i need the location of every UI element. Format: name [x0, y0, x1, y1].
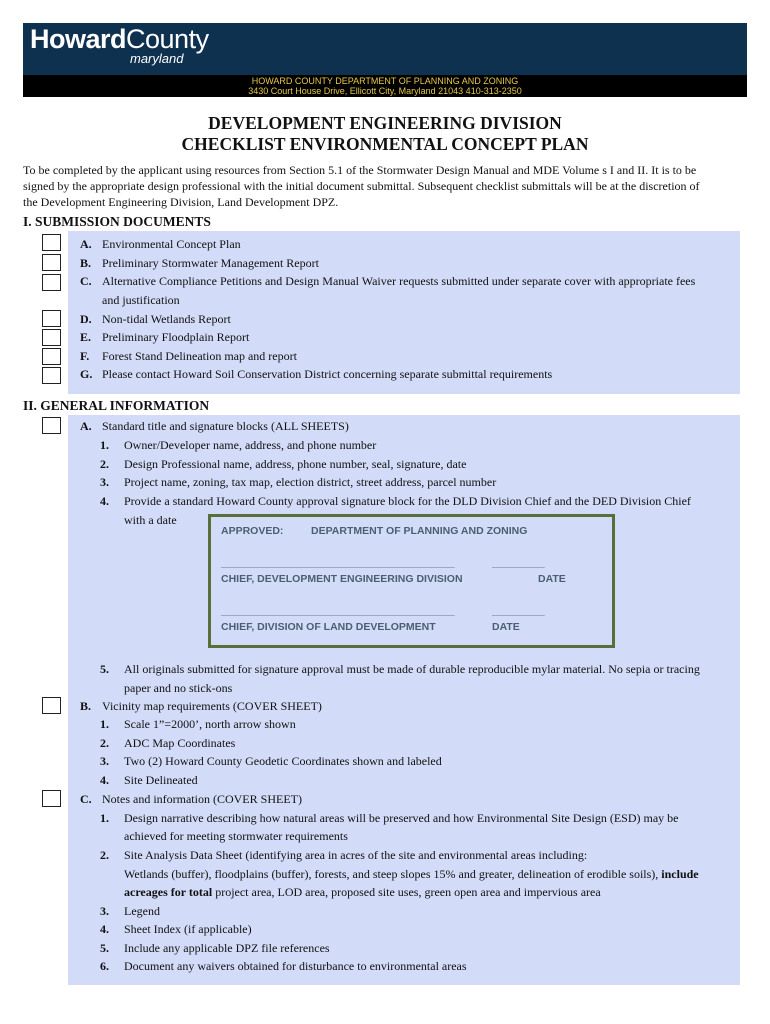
- document-title-line1: DEVELOPMENT ENGINEERING DIVISION: [208, 113, 562, 133]
- intro-line: the Development Engineering Division, Land Development DPZ.: [23, 195, 339, 209]
- checkbox-submission-e[interactable]: [42, 329, 61, 346]
- signature-line: ________________________________________: [221, 557, 455, 569]
- date-line: _________: [492, 605, 545, 617]
- intro-line: signed by the appropriate design professional with the initial document submittal. Subsequent checklist submittals will be at the discretion of: [23, 179, 700, 193]
- department-address: 3430 Court House Drive, Ellicott City, Maryland 21043 410-313-2350: [248, 86, 522, 96]
- sub-item-continuation: Wetlands (buffer), floodplains (buffer), forests, and steep slopes 15% and greater, delineation of erodible soils), include: [124, 867, 699, 881]
- chief-ded-label: CHIEF, DEVELOPMENT ENGINEERING DIVISION: [221, 573, 463, 585]
- logo-word-county: County: [126, 24, 209, 54]
- checkbox-submission-f[interactable]: [42, 348, 61, 365]
- checkbox-submission-b[interactable]: [42, 254, 61, 271]
- checkbox-general-a[interactable]: [42, 417, 61, 434]
- sub-item-continuation: paper and no stick-ons: [124, 681, 233, 695]
- sub-item-continuation: acreages for total project area, LOD area, proposed site uses, green open area and impervious area: [124, 885, 601, 899]
- checkbox-general-c[interactable]: [42, 790, 61, 807]
- logo-word-howard: Howard: [30, 24, 127, 54]
- address-bar: [23, 75, 747, 97]
- date-label: DATE: [492, 621, 520, 633]
- section-heading-general-info: II. GENERAL INFORMATION: [23, 398, 210, 413]
- document-title-line2: CHECKLIST ENVIRONMENTAL CONCEPT PLAN: [181, 134, 589, 154]
- checkbox-general-b[interactable]: [42, 697, 61, 714]
- approval-signature-block: [208, 514, 615, 648]
- approved-label: APPROVED:: [221, 525, 284, 537]
- sub-item-continuation: with a date: [124, 513, 177, 527]
- sub-item-continuation: achieved for meeting stormwater requirements: [124, 829, 348, 843]
- chief-dld-label: CHIEF, DIVISION OF LAND DEVELOPMENT: [221, 621, 436, 633]
- howard-county-logo: [30, 24, 209, 66]
- date-line: _________: [492, 557, 545, 569]
- signature-line: ________________________________________: [221, 605, 455, 617]
- date-label: DATE: [538, 573, 566, 585]
- department-name: HOWARD COUNTY DEPARTMENT OF PLANNING AND ZONING: [251, 76, 519, 86]
- intro-paragraph: [23, 162, 739, 210]
- list-item-continuation: and justification: [102, 293, 180, 307]
- checkbox-submission-c[interactable]: [42, 274, 61, 291]
- intro-line: To be completed by the applicant using resources from Section 5.1 of the Stormwater Design Manual and MDE Volume s I and II. It is to be: [23, 163, 697, 177]
- checkbox-submission-d[interactable]: [42, 310, 61, 327]
- approval-dept-label: DEPARTMENT OF PLANNING AND ZONING: [311, 525, 528, 537]
- checkbox-submission-g[interactable]: [42, 367, 61, 384]
- checkbox-submission-a[interactable]: [42, 234, 61, 251]
- logo-subtitle: maryland: [130, 51, 184, 66]
- section-heading-submission: I. SUBMISSION DOCUMENTS: [23, 214, 211, 229]
